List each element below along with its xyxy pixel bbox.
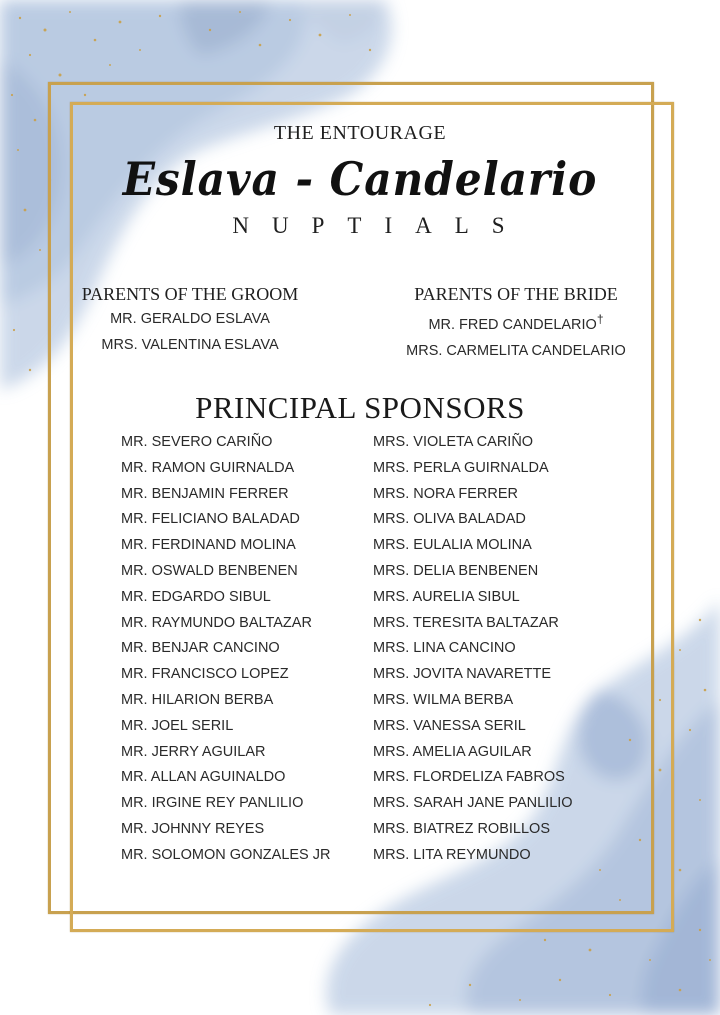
bride-father-line bbox=[376, 306, 656, 338]
entourage-heading: THE ENTOURAGE bbox=[273, 122, 447, 144]
list-item: MR. IRGINE REY PANLILIO bbox=[121, 795, 304, 812]
parents-of-groom bbox=[50, 282, 330, 358]
list-item: MR. RAMON GUIRNALDA bbox=[121, 459, 295, 476]
list-item: MRS. EULALIA MOLINA bbox=[373, 537, 532, 554]
sponsors-women-list bbox=[373, 430, 573, 869]
list-item: MR. RAYMUNDO BALTAZAR bbox=[121, 614, 312, 631]
list-item: MR. HILARION BERBA bbox=[121, 691, 274, 708]
list-item: MR. JOHNNY REYES bbox=[121, 820, 265, 837]
list-item: MR. BENJAMIN FERRER bbox=[121, 485, 289, 502]
list-item: MRS. WILMA BERBA bbox=[373, 691, 514, 708]
deceased-cross-mark: † bbox=[596, 312, 604, 326]
list-item: MR. FELICIANO BALADAD bbox=[121, 511, 300, 528]
list-item: MR. OSWALD BENBENEN bbox=[121, 562, 298, 579]
list-item: MR. JERRY AGUILAR bbox=[121, 743, 266, 760]
list-item: MR. FRANCISCO LOPEZ bbox=[121, 666, 289, 683]
list-item: MRS. VIOLETA CARIÑO bbox=[373, 434, 534, 450]
list-item: MR. SOLOMON GONZALES JR bbox=[121, 846, 331, 863]
groom-mother: MRS. VALENTINA ESLAVA bbox=[101, 337, 279, 353]
parents-groom-heading: PARENTS OF THE GROOM bbox=[81, 284, 299, 304]
groom-father: MR. GERALDO ESLAVA bbox=[110, 311, 270, 327]
list-item: MRS. AURELIA SIBUL bbox=[373, 588, 520, 605]
list-item: MRS. DELIA BENBENEN bbox=[373, 562, 539, 579]
nuptials-subtitle: NUPTIALS bbox=[232, 213, 528, 238]
list-item: MRS. VANESSA SERIL bbox=[373, 717, 526, 734]
sponsors-men-list bbox=[121, 430, 330, 869]
list-item: MRS. NORA FERRER bbox=[373, 485, 519, 502]
list-item: MRS. AMELIA AGUILAR bbox=[373, 743, 532, 760]
list-item: MRS. BIATREZ ROBILLOS bbox=[373, 820, 550, 837]
list-item: MR. FERDINAND MOLINA bbox=[121, 537, 296, 554]
list-item: MR. SEVERO CARIÑO bbox=[121, 434, 273, 450]
list-item: MR. BENJAR CANCINO bbox=[121, 640, 280, 657]
list-item: MRS. PERLA GUIRNALDA bbox=[373, 459, 549, 476]
list-item: MR. JOEL SERIL bbox=[121, 717, 234, 734]
list-item: MR. ALLAN AGUINALDO bbox=[121, 769, 286, 786]
list-item: MRS. LITA REYMUNDO bbox=[373, 846, 531, 863]
parents-of-bride bbox=[376, 282, 656, 364]
list-item: MR. EDGARDO SIBUL bbox=[121, 588, 271, 605]
couple-names-title: Eslava - Candelario bbox=[122, 152, 598, 206]
list-item: MRS. FLORDELIZA FABROS bbox=[373, 769, 565, 786]
bride-father: MR. FRED CANDELARIO bbox=[428, 316, 597, 333]
list-item: MRS. LINA CANCINO bbox=[373, 640, 516, 657]
list-item: MRS. JOVITA NAVARETTE bbox=[373, 666, 552, 683]
list-item: MRS. TERESITA BALTAZAR bbox=[373, 614, 559, 631]
bride-mother: MRS. CARMELITA CANDELARIO bbox=[406, 342, 626, 359]
list-item: MRS. SARAH JANE PANLILIO bbox=[373, 795, 573, 812]
parents-bride-heading: PARENTS OF THE BRIDE bbox=[414, 284, 618, 304]
principal-sponsors-heading: PRINCIPAL SPONSORS bbox=[195, 390, 525, 425]
list-item: MRS. OLIVA BALADAD bbox=[373, 511, 526, 528]
